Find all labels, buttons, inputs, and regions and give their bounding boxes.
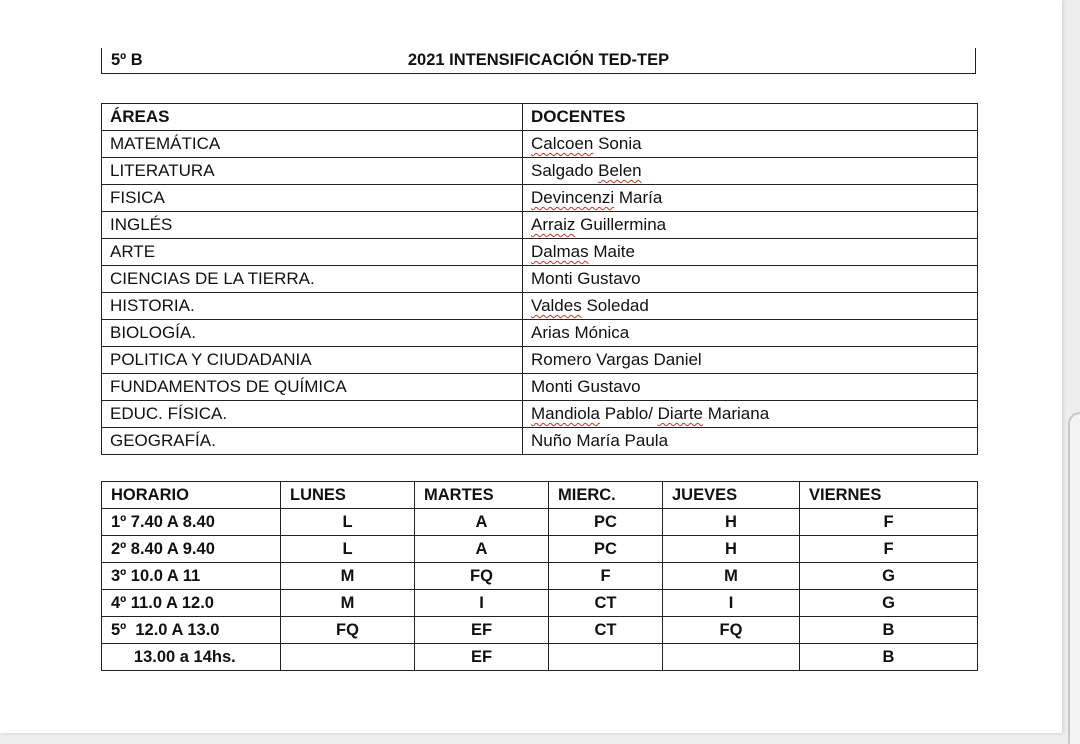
table-row bbox=[102, 563, 978, 590]
table-row bbox=[102, 212, 978, 239]
area-cell: MATEMÁTICA bbox=[102, 131, 523, 158]
schedule-cell: CT bbox=[549, 617, 663, 644]
grade-label: 5º B bbox=[111, 51, 143, 69]
teacher-cell bbox=[523, 347, 978, 374]
area-cell: FUNDAMENTOS DE QUÍMICA bbox=[102, 374, 523, 401]
schedule-cell: H bbox=[663, 536, 800, 563]
teacher-name-part: Nuño María Paula bbox=[531, 431, 669, 450]
teacher-name-part: Mandiola bbox=[531, 404, 600, 423]
teacher-name-part: Maite bbox=[588, 242, 635, 261]
column-header-wednesday: MIERC. bbox=[549, 482, 663, 509]
teacher-name-part: Monti Gustavo bbox=[531, 269, 641, 288]
schedule-cell: EF bbox=[415, 617, 549, 644]
teacher-cell bbox=[523, 131, 978, 158]
teacher-cell bbox=[523, 320, 978, 347]
teacher-cell bbox=[523, 239, 978, 266]
schedule-cell: F bbox=[800, 536, 978, 563]
teacher-name-part: Belen bbox=[598, 161, 642, 180]
area-cell: FISICA bbox=[102, 185, 523, 212]
area-cell: INGLÉS bbox=[102, 212, 523, 239]
column-header-areas: ÁREAS bbox=[102, 104, 523, 131]
area-cell: HISTORIA. bbox=[102, 293, 523, 320]
teacher-name-part: Diarte bbox=[657, 404, 704, 423]
teacher-name-part: Guillermina bbox=[575, 215, 667, 234]
teacher-cell bbox=[523, 185, 978, 212]
time-cell: 2º 8.40 A 9.40 bbox=[102, 536, 281, 563]
document-header bbox=[101, 48, 976, 74]
column-header-friday: VIERNES bbox=[800, 482, 978, 509]
teacher-cell bbox=[523, 374, 978, 401]
table-row bbox=[102, 347, 978, 374]
table-row bbox=[102, 509, 978, 536]
teacher-cell bbox=[523, 401, 978, 428]
schedule-cell bbox=[663, 644, 800, 671]
schedule-cell: EF bbox=[415, 644, 549, 671]
teacher-cell bbox=[523, 266, 978, 293]
scroll-edge-handle[interactable] bbox=[1068, 412, 1080, 744]
table-row bbox=[102, 266, 978, 293]
table-row bbox=[102, 617, 978, 644]
schedule-table bbox=[101, 481, 978, 671]
area-cell: EDUC. FÍSICA. bbox=[102, 401, 523, 428]
teacher-name-part: Pablo/ bbox=[600, 404, 658, 423]
time-cell: 1º 7.40 A 8.40 bbox=[102, 509, 281, 536]
schedule-cell: PC bbox=[549, 509, 663, 536]
table-row bbox=[102, 428, 978, 455]
schedule-cell: M bbox=[281, 563, 415, 590]
teacher-name-part: Monti Gustavo bbox=[531, 377, 641, 396]
column-header-teachers: DOCENTES bbox=[523, 104, 978, 131]
schedule-cell: I bbox=[415, 590, 549, 617]
teacher-name-part: Salgado bbox=[531, 161, 599, 180]
area-cell: CIENCIAS DE LA TIERRA. bbox=[102, 266, 523, 293]
schedule-cell: FQ bbox=[663, 617, 800, 644]
table-header-row bbox=[102, 104, 978, 131]
column-header-monday: LUNES bbox=[281, 482, 415, 509]
teacher-name-part: Devincenzi bbox=[531, 188, 615, 207]
time-cell: 3º 10.0 A 11 bbox=[102, 563, 281, 590]
schedule-cell bbox=[281, 644, 415, 671]
teacher-name-part: Sonia bbox=[593, 134, 642, 153]
document-title: 2021 INTENSIFICACIÓN TED-TEP bbox=[407, 51, 670, 69]
schedule-cell: I bbox=[663, 590, 800, 617]
teacher-name-part: Romero Vargas Daniel bbox=[531, 350, 702, 369]
schedule-cell: L bbox=[281, 536, 415, 563]
table-row bbox=[102, 239, 978, 266]
teacher-cell bbox=[523, 158, 978, 185]
schedule-cell: B bbox=[800, 644, 978, 671]
schedule-cell: FQ bbox=[415, 563, 549, 590]
teacher-name-part: Arias Mónica bbox=[531, 323, 630, 342]
schedule-cell: M bbox=[663, 563, 800, 590]
column-header-thursday: JUEVES bbox=[663, 482, 800, 509]
time-cell: 5º 12.0 A 13.0 bbox=[102, 617, 281, 644]
schedule-cell: G bbox=[800, 590, 978, 617]
table-row bbox=[102, 320, 978, 347]
schedule-cell: L bbox=[281, 509, 415, 536]
table-row bbox=[102, 644, 978, 671]
table-row bbox=[102, 401, 978, 428]
schedule-cell: F bbox=[800, 509, 978, 536]
schedule-cell: A bbox=[415, 536, 549, 563]
area-cell: BIOLOGÍA. bbox=[102, 320, 523, 347]
teacher-cell bbox=[523, 293, 978, 320]
schedule-cell: A bbox=[415, 509, 549, 536]
table-row bbox=[102, 590, 978, 617]
schedule-cell: B bbox=[800, 617, 978, 644]
schedule-cell: PC bbox=[549, 536, 663, 563]
schedule-cell bbox=[549, 644, 663, 671]
teacher-name-part: Mariana bbox=[703, 404, 770, 423]
table-row bbox=[102, 131, 978, 158]
schedule-cell: F bbox=[549, 563, 663, 590]
areas-teachers-table bbox=[101, 103, 978, 455]
table-row bbox=[102, 185, 978, 212]
schedule-cell: FQ bbox=[281, 617, 415, 644]
teacher-name-part: Arraiz bbox=[531, 215, 576, 234]
area-cell: GEOGRAFÍA. bbox=[102, 428, 523, 455]
teacher-name-part: Calcoen bbox=[531, 134, 594, 153]
table-row bbox=[102, 374, 978, 401]
schedule-cell: H bbox=[663, 509, 800, 536]
table-header-row bbox=[102, 482, 978, 509]
area-cell: POLITICA Y CIUDADANIA bbox=[102, 347, 523, 374]
teacher-name-part: Dalmas bbox=[531, 242, 589, 261]
teacher-cell bbox=[523, 212, 978, 239]
column-header-tuesday: MARTES bbox=[415, 482, 549, 509]
schedule-cell: CT bbox=[549, 590, 663, 617]
area-cell: ARTE bbox=[102, 239, 523, 266]
schedule-cell: M bbox=[281, 590, 415, 617]
time-cell: 13.00 a 14hs. bbox=[102, 644, 281, 671]
area-cell: LITERATURA bbox=[102, 158, 523, 185]
column-header-time: HORARIO bbox=[102, 482, 281, 509]
time-cell: 4º 11.0 A 12.0 bbox=[102, 590, 281, 617]
schedule-cell: G bbox=[800, 563, 978, 590]
teacher-cell bbox=[523, 428, 978, 455]
table-row bbox=[102, 158, 978, 185]
table-row bbox=[102, 536, 978, 563]
teacher-name-part: Valdes bbox=[531, 296, 582, 315]
teacher-name-part: María bbox=[614, 188, 663, 207]
table-row bbox=[102, 293, 978, 320]
teacher-name-part: Soledad bbox=[581, 296, 649, 315]
